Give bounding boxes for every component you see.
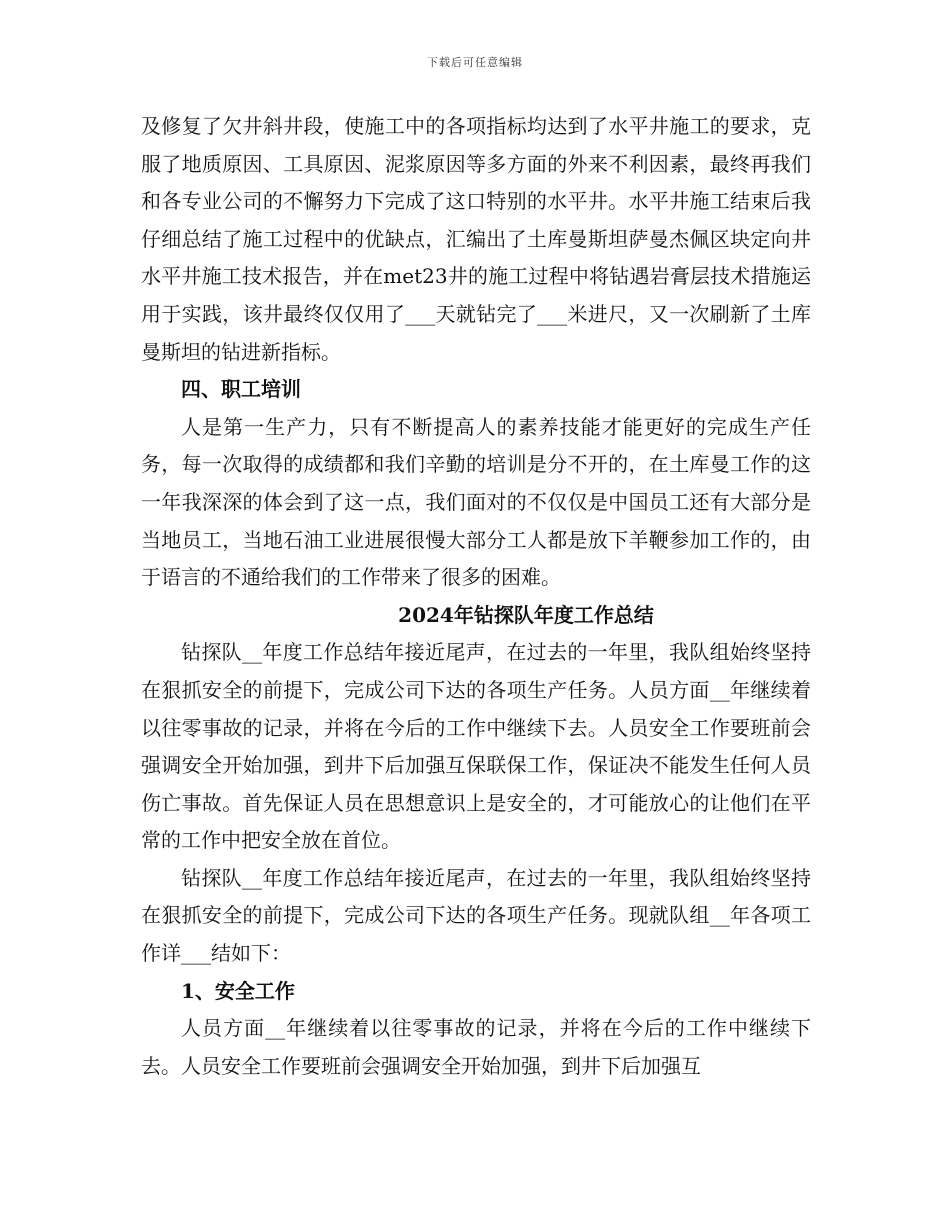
document-title: 2024年钻探队年度工作总结 [398, 602, 654, 627]
paragraph-continuation: 及修复了欠井斜井段，使施工中的各项指标均达到了水平井施工的要求，克服了地质原因、工具原因、泥浆原因等多方面的外来不利因素，最终再我们和各专业公司的不懈努力下完成了这口特别的水平井。水平井施工结束后我仔细总结了施工过程中的优缺点，汇编出了土库曼斯坦萨曼杰佩区块定向井水平井施工技术报告，并在met23井的施工过程中将钻遇岩膏层技术措施运用于实践，该井最终仅仅用了___天就钻完了___米进尺，又一次刷新了土库曼斯坦的钻进新指标。 [141, 114, 811, 364]
paragraph-training: 人是第一生产力，只有不断提高人的素养技能才能更好的完成生产任务，每一次取得的成绩都和我们辛勤的培训是分不开的，在土库曼工作的这一年我深深的体会到了这一点，我们面对的不仅仅是中国员工还有大部分是当地员工，当地石油工业进展很慢大部分工人都是放下羊鞭参加工作的，由于语言的不通给我们的工作带来了很多的困难。 [141, 414, 811, 590]
document-body [141, 108, 811, 1085]
section-heading-safety: 1、安全工作 [181, 978, 295, 1003]
section-heading-training: 四、职工培训 [181, 377, 301, 402]
page-header: 下载后可任意编辑 [427, 56, 523, 69]
paragraph-summary-2: 钻探队__年度工作总结年接近尾声，在过去的一年里，我队组始终坚持在狠抓安全的前提下，完成公司下达的各项生产任务。现就队组__年各项工作详___结如下： [141, 865, 811, 966]
paragraph-summary-1: 钻探队__年度工作总结年接近尾声，在过去的一年里，我队组始终坚持在狠抓安全的前提下，完成公司下达的各项生产任务。人员方面__年继续着以往零事故的记录，并将在今后的工作中继续下去。人员安全工作要班前会强调安全开始加强，到井下后加强互保联保工作，保证决不能发生任何人员伤亡事故。首先保证人员在思想意识上是安全的，才可能放心的让他们在平常的工作中把安全放在首位。 [141, 640, 811, 853]
paragraph-safety: 人员方面__年继续着以往零事故的记录，并将在今后的工作中继续下去。人员安全工作要班前会强调安全开始加强，到井下后加强互 [141, 1016, 811, 1078]
